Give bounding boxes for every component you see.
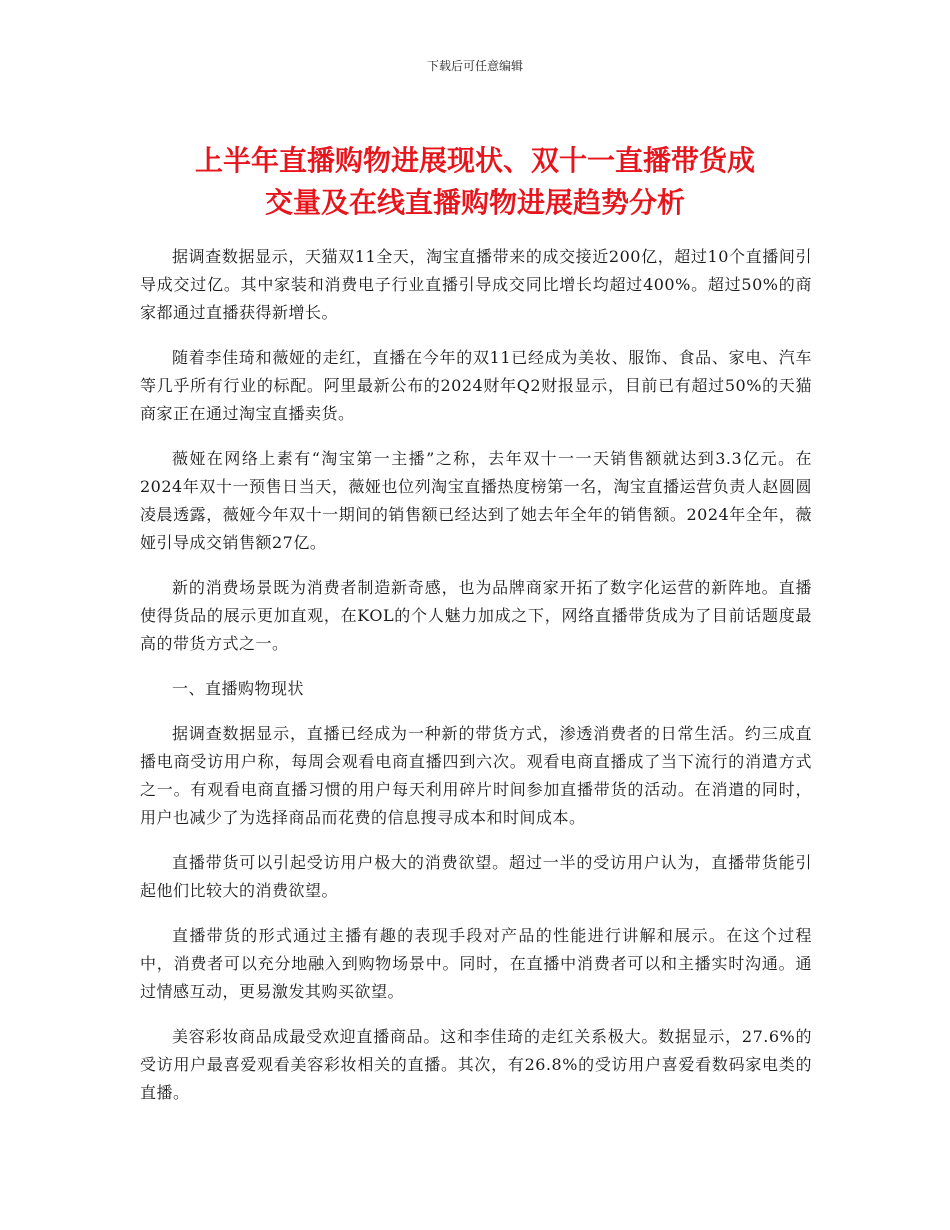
paragraph-viewing-habits: 据调查数据显示，直播已经成为一种新的带货方式，渗透消费者的日常生活。约三成直播电商受访用户称，每周会观看电商直播四到六次。观看电商直播成了当下流行的消遣方式之一。有观看电商直播习惯的用户每天利用碎片时间参加直播带货的活动。在消遣的同时，用户也减少了为选择商品而花费的信息搜寻成本和时间成本。 <box>140 724 812 827</box>
page-header-note: 下载后可任意编辑 <box>426 59 523 73</box>
document-body <box>140 243 812 1124</box>
paragraph-new-scenario: 新的消费场景既为消费者制造新奇感，也为品牌商家开拓了数字化运营的新阵地。直播使得货品的展示更加直观，在KOL的个人魅力加成之下，网络直播带货成为了目前话题度最高的带货方式之一。 <box>140 578 812 653</box>
section-heading-status: 一、直播购物现状 <box>172 679 305 698</box>
paragraph-viya-sales: 薇娅在网络上素有“淘宝第一主播”之称，去年双十一一天销售额就达到3.3亿元。在2024年双十一预售日当天，薇娅也位列淘宝直播热度榜第一名，淘宝直播运营负责人赵圆圆凌晨透露，薇娅今年双十一期间的销售额已经达到了她去年全年的销售额。2024年全年，薇娅引导成交销售额27亿。 <box>140 449 812 552</box>
paragraph-interaction: 直播带货的形式通过主播有趣的表现手段对产品的性能进行讲解和展示。在这个过程中，消费者可以充分地融入到购物场景中。同时，在直播中消费者可以和主播实时沟通。通过情感互动，更易激发其购买欲望。 <box>140 926 812 1001</box>
paragraph-intro-stats: 据调查数据显示，天猫双11全天，淘宝直播带来的成交接近200亿，超过10个直播间引导成交过亿。其中家装和消费电子行业直播引导成交同比增长均超过400%。超过50%的商家都通过直播获得新增长。 <box>140 247 812 322</box>
document-title <box>140 140 810 224</box>
title-line-2: 交量及在线直播购物进展趋势分析 <box>264 186 685 219</box>
title-line-1: 上半年直播购物进展现状、双十一直播带货成 <box>194 144 755 177</box>
paragraph-industry-standard: 随着李佳琦和薇娅的走红，直播在今年的双11已经成为美妆、服饰、食品、家电、汽车等几乎所有行业的标配。阿里最新公布的2024财年Q2财报显示，目前已有超过50%的天猫商家正在通过淘宝直播卖货。 <box>140 348 812 423</box>
paragraph-consumer-desire: 直播带货可以引起受访用户极大的消费欲望。超过一半的受访用户认为，直播带货能引起他们比较大的消费欲望。 <box>140 853 812 900</box>
paragraph-popular-categories: 美容彩妆商品成最受欢迎直播商品。这和李佳琦的走红关系极大。数据显示，27.6%的受访用户最喜爱观看美容彩妆相关的直播。其次，有26.8%的受访用户喜爱看数码家电类的直播。 <box>140 1027 812 1102</box>
